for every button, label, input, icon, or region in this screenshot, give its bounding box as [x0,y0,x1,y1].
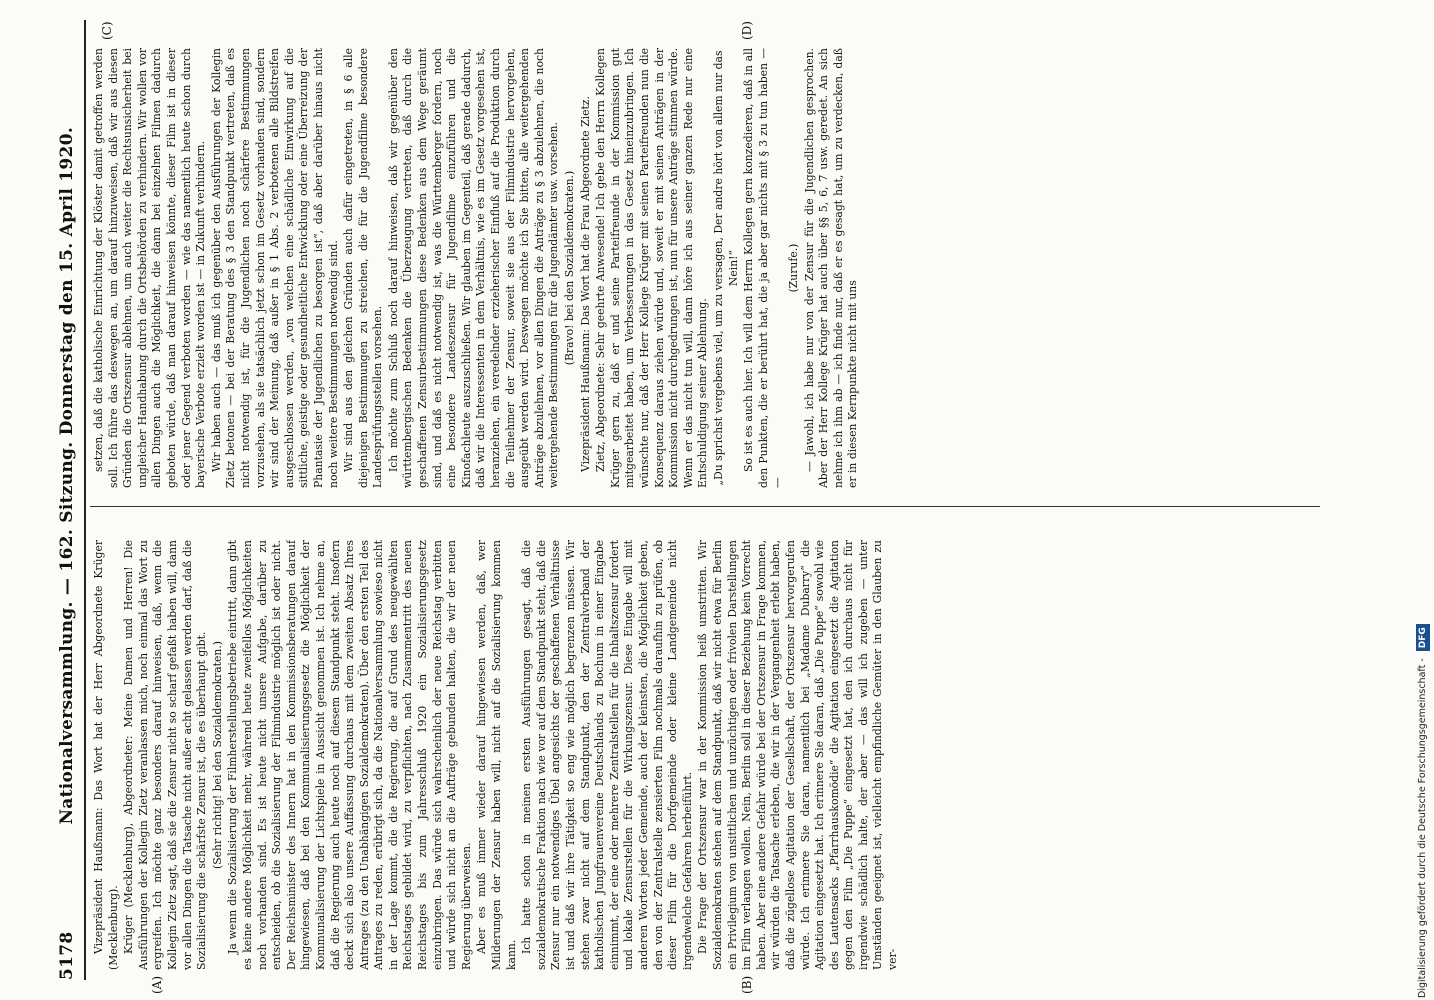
margin-mark-a: (A) [150,975,164,994]
paragraph: Wir haben auch — das muß ich gegenüber den Ausführungen der Kollegin Zietz betonen — bei der Beratung des § 3 den Standpunkt vertreten, daß es nicht notwendig ist, für die Jugendlichen noch schärfere Bestimmungen vorzusehen, als sie tatsächlich jetzt schon im Gesetz vorhanden sind, sondern wir sind der Meinung, daß außer in § 1 Abs. 2 verbotenen alle Bildstreifen ausgeschlossen werden, „von welchen eine schädliche Einwirkung auf die sittliche, geistige oder gesundheitliche Entwicklung oder eine Überreizung der Phantasie der Jugendlichen zu besorgen ist“, daß aber darüber hinaus nicht noch weitere Bestimmungen notwendig sind. [209,48,340,488]
paragraph: setzen, daß die katholische Einrichtung der Klöster damit getroffen werden soll. Ich führe das deswegen an, um darauf hinzuweisen, daß wir aus diesen Gründen die Ortszensur ablehnen, um auch weiter die Rechtsunsicherheit bei ungleicher Handhabung durch die Ortsbehörden zu verhindern. Wir wollen vor allen Dingen auch die Möglichkeit, die dann bei einzelnen Filmen dadurch geboten würde, daß man darauf hinweisen könnte, dieser Film ist in dieser oder jener Gegend verboten worden — wie das namentlich heute schon durch bayerische Verbote erzielt worden ist — in Zukunft verhindern. [92,48,208,488]
left-column [92,540,1330,970]
paragraph: Aber es muß immer wieder darauf hingewiesen werden, daß, wer Milderungen der Zensur haben will, nicht auf die Sozialisierung kommen kann. [475,540,518,970]
margin-mark-b: (B) [740,975,754,994]
paragraph: Vizepräsident Haußmann: Das Wort hat der Herr Abgeordnete Krüger (Mecklenburg). [92,540,120,970]
quote: „Du sprichst vergebens viel, um zu versagen, Der andre hört von allem nur das Nein!“ [711,50,740,486]
paragraph: Ich hatte schon in meinen ersten Ausführungen gesagt, daß die sozialdemokratische Fraktion nach wie vor auf dem Standpunkt steht, daß die Zensur nur ein notwendiges Übel angesichts der geschaffenen Verhältnisse ist und daß wir ihre Tätigkeit so eng wie möglich begrenzen müssen. Wir stehen zwar nicht auf dem Standpunkt, den der Zentralverband der katholischen Jungfrauenvereine Deutschlands zu Bochum in einer Eingabe einnimmt, der eine oder mehrere Zentralstellen für die Inhaltszensur fordert und lokale Zensurstellen für die Wirkungszensur. Diese Eingabe will mit anderen Worten jeder Gemeinde, auch der kleinsten, die Möglichkeit geben, den von der Zentralstelle zensierten Film nochmals daraufhin zu prüfen, ob dieser Film für die Dorfgemeinde oder kleine Landgemeinde nicht irgendwelche Gefahren herbeiführt. [520,540,694,970]
interjection: (Zurufe.) [786,243,800,293]
paragraph: Vizepräsident Haußmann: Das Wort hat die Frau Abgeordnete Zietz. [578,96,592,472]
right-column [92,48,1330,488]
dfg-logo: DFG [1416,624,1430,651]
page-title: Nationalversammlung. — 162. Sitzung. Donnerstag den 15. April 1920. [57,126,77,825]
paragraph: Ja wenn die Sozialisierung der Filmherstellungsbetriebe eintritt, dann gibt es keine andere Möglichkeit mehr, während heute zweifellos Möglichkeiten noch vorhanden sind. Es ist heute nicht unsere Aufgabe, darüber zu entscheiden, ob die Sozialisierung der Filmindustrie möglich ist oder nicht. Der Reichsminister des Innern hat in den Kommissionsberatungen darauf hingewiesen, daß bei den Kommunalisierungsgesetz die Möglichkeit der Kommunalisierung der Lichtspiele in Aussicht genommen ist. Ich nehme an, daß die Regierung auch heute noch auf diesem Standpunkt steht. Insofern deckt sich also unsere Auffassung durchaus mit dem zweiten Absatz Ihres Antrages (zu den Unabhängigen Sozialdemokraten). Über den ersten Teil des Antrages zu reden, erübrigt sich, da die Nationalversammlung sowieso nicht in der Lage kommt, die die Regierung, die auf Grund des neugewählten Reichstages gebildet wird, zu verpflichten, nach Zusammentritt des neuen Reichstages bis zum Jahresschluß 1920 ein Sozialisierungsgesetz einzubringen. Das würde sich wahrscheinlich der neue Reichstag verbitten und würde sich nicht an die Aufträge gebunden halten, die wir der neuen Regierung überweisen. [226,540,473,970]
interjection: (Sehr richtig! bei den Sozialdemokraten.) [210,641,224,869]
paragraph: Ich möchte zum Schluß noch darauf hinweisen, daß wir gegenüber den württembergischen Bedenken die Überzeugung vertreten, daß durch die geschaffenen Zensurbestimmungen diese Bedenken aus dem Wege geräumt sind, und daß es nicht notwendig ist, was die Württemberger fordern, noch eine besondere Landeszensur für Jugendfilme einzuführen und die Kinofachleute auszuschließen. Wir glauben im Gegenteil, daß gerade dadurch, daß wir die Interessenten in dem Verhältnis, wie es im Gesetz vorgesehen ist, heranziehen, ein veredelnder erzieherischer Einfluß auf die Produktion durch die Teilnehmer der Zensur, soweit sie aus der Filmindustrie hervorgehen, ausgeübt werden wird. Deswegen möchte ich Sie bitten, alle weitergehenden Anträge abzulehnen, vor allen Dingen die Anträge zu § 3 abzulehnen, die noch weitergehende Bestimmungen für die Jugendämter usw. vorsehen. [386,48,561,488]
page-number: 5178 [57,931,77,980]
margin-mark-c: (C) [100,21,114,40]
column-divider [90,506,1320,507]
digitization-credit [1416,8,1430,998]
paragraph: Wir sind aus den gleichen Gründen auch dafür eingetreten, in § 6 alle diejenigen Bestimmungen zu streichen, die für die Jugendfilme besondere Landesprüfungsstellen vorsehen. [342,48,385,488]
margin-mark-d: (D) [740,21,754,40]
paragraph: — Jawohl, ich habe nur von der Zensur für die Jugendlichen gesprochen. Aber der Herr Kollege Krüger hat auch über §§ 5, 6, 7 usw. geredet. An sich nehme ich ihm ab — ich finde nur, daß er es gesagt hat, um zu verdecken, daß er in diesen Kernpunkte nicht mit uns [802,48,860,488]
header-rule [84,20,86,980]
paragraph: So ist es auch hier. Ich will dem Herrn Kollegen gern konzedieren, daß in all den Punkten, die er berührt hat, die ja aber gar nichts mit § 3 zu tun haben — — [742,48,785,488]
paragraph: Zietz, Abgeordnete: Sehr geehrte Anwesende! Ich gebe den Herrn Kollegen Krüger gern zu, daß er und seine Parteifreunde in der Kommission gut mitgearbeitet haben, um Verbesserungen in das Gesetz hineinzubringen. Ich wünschte nur, daß der Herr Kollege Krüger mit seinen Parteifreunden nun die Konsequenz daraus ziehen würde und, soweit er mit seinen Anträgen in der Kommission nicht durchgedrungen ist, nun für unsere Anträge stimmen würde. Wenn er das nicht tun will, dann höre ich aus seiner ganzen Rede nur eine Entschuldigung seiner Ablehnung. [594,48,710,488]
paragraph: Die Frage der Ortszensur war in der Kommission heiß umstritten. Wir Sozialdemokraten stehen auf dem Standpunkt, daß wir nicht etwa für Berlin ein Privilegium von unsittlichen und unzüchtigen oder frivolen Darstellungen im Film verlangen wollen. Nein, Berlin soll in dieser Beziehung kein Vorrecht haben. Aber eine andere Gefahr würde bei der Ortszensur in Frage kommen, wir würden die Tatsache erleben, die wir in der Vergangenheit erlebt haben, daß die zügellose Agitation der Gesellschaft, der Ortszensur hervorgerufen würde. Ich erinnere Sie daran, namentlich bei „Madame Dubarry“ die Agitation eingesetzt hat. Ich erinnere Sie daran, daß „Die Puppe“ sowohl wie des Lautensacks „Pfarrhauskomödie“ die Agitation eingesetzt die Agitation gegen den Film „Die Puppe“ eingesetzt hat, den ich durchaus nicht für irgendwie schädlich halte, der aber — das will ich zugeben — unter Umständen geeignet ist, vielleicht empfindliche Gemüter in den Glauben zu ver- [696,540,900,970]
credit-text: Digitalisierung gefördert durch die Deutsche Forschungsgemeinschaft - [1417,658,1428,998]
interjection: (Bravo! bei den Sozialdemokraten.) [563,170,576,366]
paragraph: Krüger (Mecklenburg), Abgeordneter: Meine Damen und Herren! Die Ausführungen der Kollegin Zietz veranlassen mich, noch einmal das Wort zu ergreifen. Ich möchte ganz besonders darauf hinweisen, daß, wenn die Kollegin Zietz sagt, daß sie die Zensur nicht so scharf gefaßt haben will, dann vor allen Dingen die Tatsache nicht außer acht gelassen werden darf, daß die Sozialisierung die schärfste Zensur ist, die es überhaupt gibt. [122,540,209,970]
page-header [52,20,82,980]
